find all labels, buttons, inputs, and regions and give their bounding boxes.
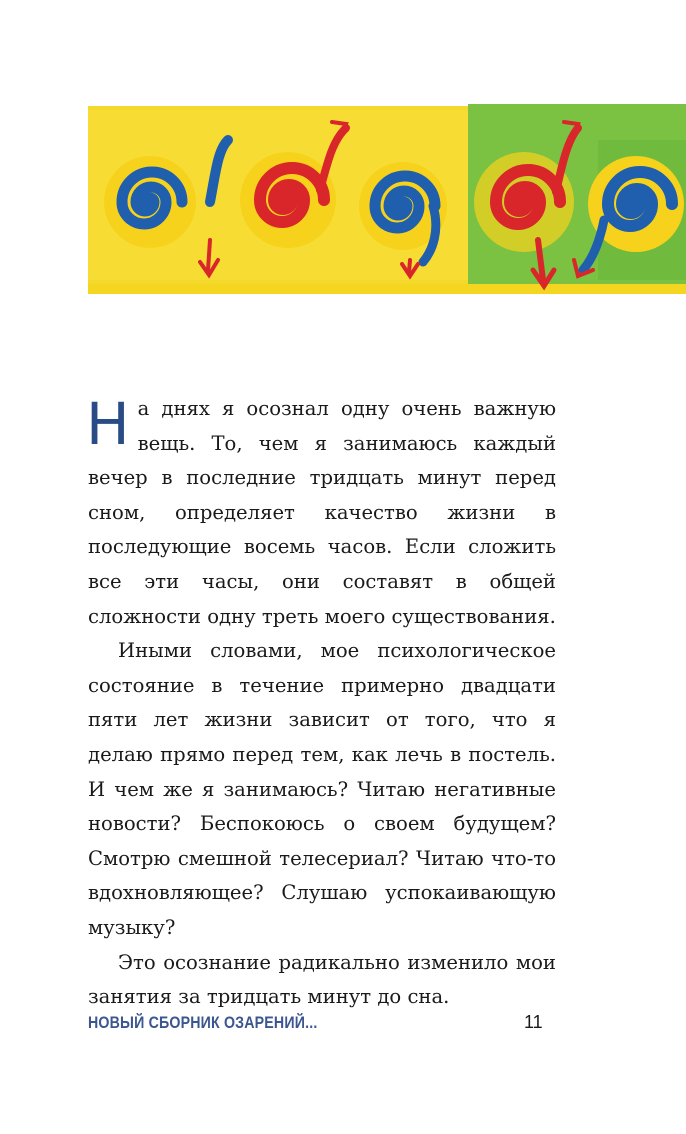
paragraph <box>88 392 556 634</box>
spiral-arrows-illustration <box>88 100 686 298</box>
page-number: 11 <box>524 1012 543 1032</box>
dropcap: Н <box>86 390 130 458</box>
paragraph-text: а днях я осознал одну очень важную вещь. То, чем я занимаюсь каждый вечер в последние тридцать минут перед сном, определяет качество жизни в последующие восемь часов. Если сложить все эти часы, они составят в общей сложности одну треть моего существования. <box>88 397 556 628</box>
running-footer-title: НОВЫЙ СБОРНИК ОЗАРЕНИЙ... <box>88 1014 318 1032</box>
paragraph: Это осознание радикально изменило мои занятия за тридцать минут до сна. <box>88 950 556 1009</box>
paragraph: Иными словами, мое психологическое состояние в течение примерно двадцати пяти лет жизни зависит от того, что я делаю прямо перед тем, как лечь в постель. И чем же я занимаюсь? Читаю негативные новости? Беспокоюсь о своем будущем? Смотрю смешной телесериал? Читаю что-то вдохновляющее? Слушаю успокаивающую музыку? <box>88 639 556 939</box>
body-text <box>88 392 556 1015</box>
